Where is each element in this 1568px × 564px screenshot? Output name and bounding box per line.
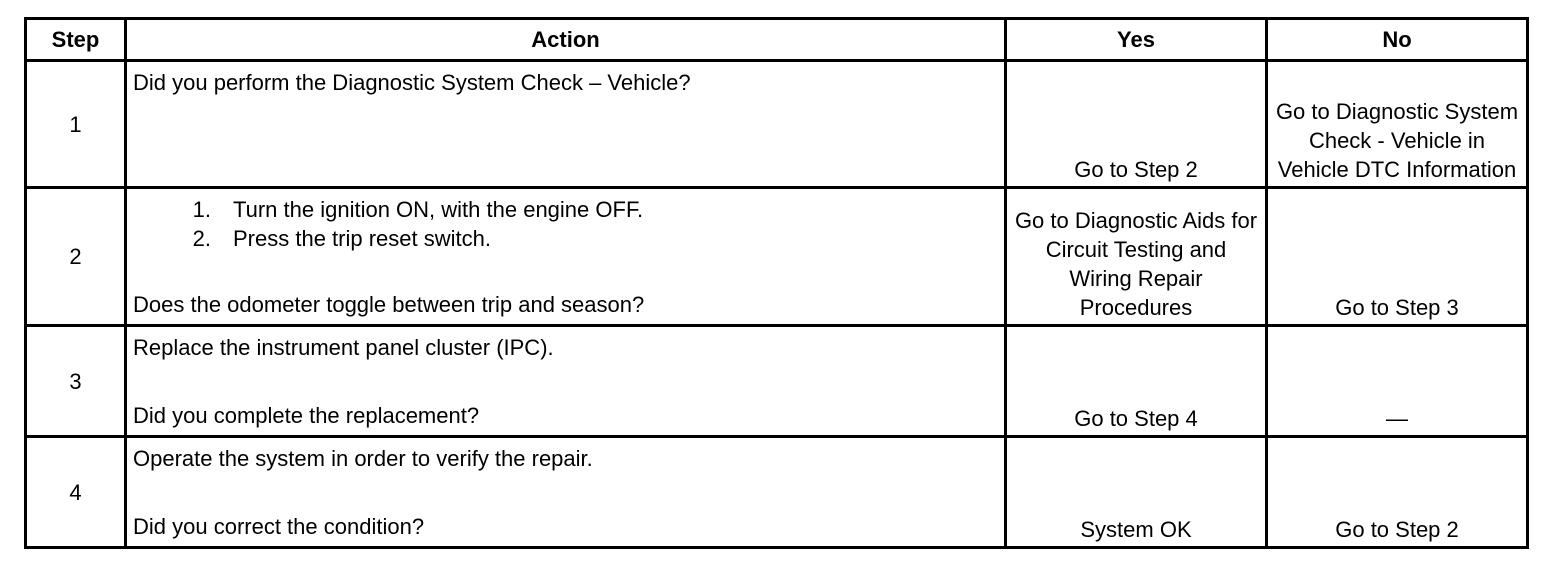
action-question: Did you complete the replacement? xyxy=(133,403,480,428)
action-text: Operate the system in order to verify the repair. xyxy=(133,446,593,471)
no-result: — xyxy=(1267,326,1528,437)
substep-item xyxy=(133,195,998,224)
yes-result: Go to Step 2 xyxy=(1006,61,1267,188)
no-result: Go to Step 2 xyxy=(1267,437,1528,548)
step-number: 1 xyxy=(26,61,126,188)
action-cell xyxy=(126,61,1006,188)
substep-list xyxy=(133,191,998,253)
header-step: Step xyxy=(26,19,126,61)
substep-item xyxy=(133,224,998,253)
header-action: Action xyxy=(126,19,1006,61)
substep-number: 2. xyxy=(192,226,211,251)
action-question: Did you correct the condition? xyxy=(133,514,425,539)
step-number: 4 xyxy=(26,437,126,548)
no-result: Go to Diagnostic System Check - Vehicle in Vehicle DTC Information xyxy=(1267,61,1528,188)
yes-result: Go to Diagnostic Aids for Circuit Testing and Wiring Repair Procedures xyxy=(1006,188,1267,326)
step-number: 3 xyxy=(26,326,126,437)
action-cell xyxy=(126,437,1006,548)
table-row xyxy=(26,188,1528,326)
action-cell xyxy=(126,188,1006,326)
diagnostic-table xyxy=(24,17,1529,549)
no-result: Go to Step 3 xyxy=(1267,188,1528,326)
yes-result: Go to Step 4 xyxy=(1006,326,1267,437)
table-row xyxy=(26,61,1528,188)
action-question: Does the odometer toggle between trip and season? xyxy=(133,292,645,317)
step-number: 2 xyxy=(26,188,126,326)
table-row xyxy=(26,326,1528,437)
action-text: Did you perform the Diagnostic System Check – Vehicle? xyxy=(133,70,691,95)
table-row xyxy=(26,437,1528,548)
substep-text: Turn the ignition ON, with the engine OFF. xyxy=(233,197,644,222)
action-cell xyxy=(126,326,1006,437)
yes-result: System OK xyxy=(1006,437,1267,548)
substep-text: Press the trip reset switch. xyxy=(233,226,491,251)
header-yes: Yes xyxy=(1006,19,1267,61)
header-row xyxy=(26,19,1528,61)
header-no: No xyxy=(1267,19,1528,61)
substep-number: 1. xyxy=(192,197,211,222)
action-text: Replace the instrument panel cluster (IPC). xyxy=(133,335,554,360)
